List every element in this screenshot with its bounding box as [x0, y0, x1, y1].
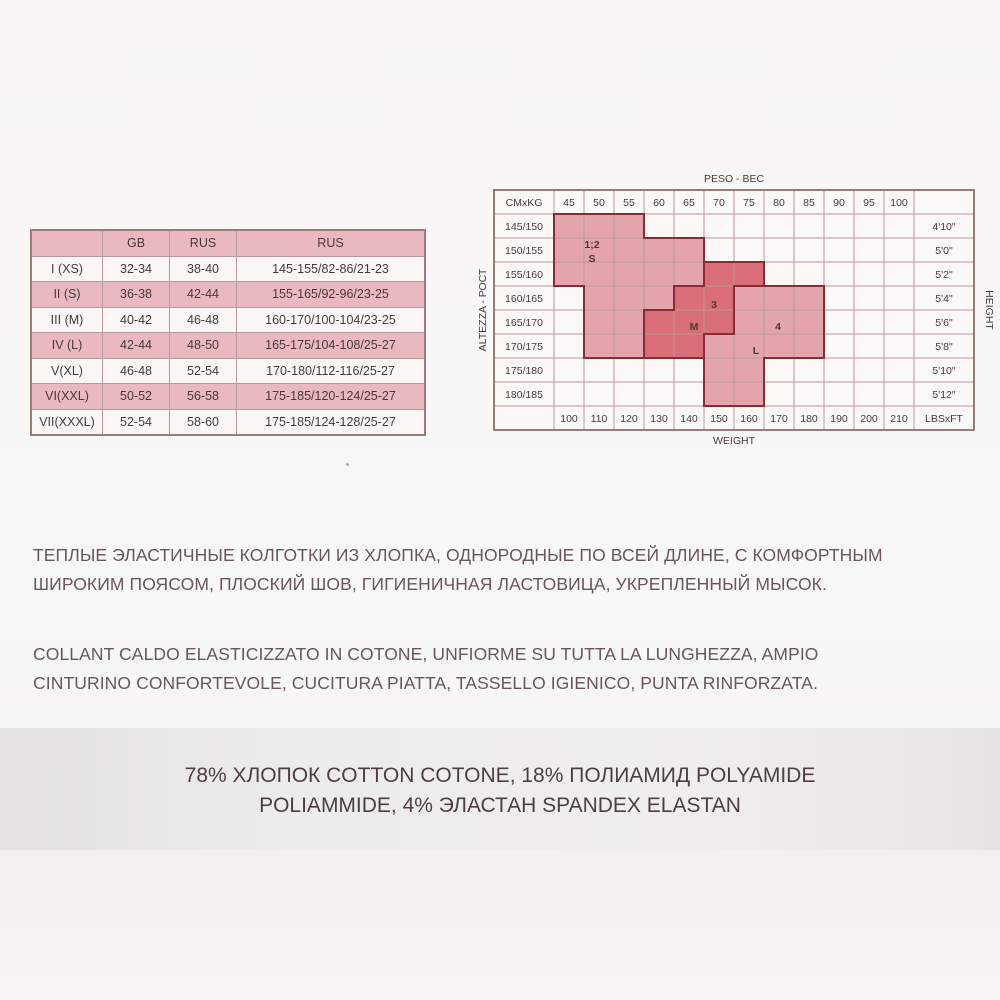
size-chart-svg [470, 165, 995, 510]
table-row [31, 358, 425, 384]
table-row [31, 307, 425, 333]
lbs-tick-label: 190 [830, 413, 848, 425]
zone-s-letter: S [588, 253, 596, 265]
kg-tick-label: 65 [683, 197, 695, 209]
kg-tick-label: 80 [773, 197, 785, 209]
bottom-axis-label: WEIGHT [713, 435, 755, 447]
rus-cell: 38-40 [170, 256, 237, 282]
size-table-header-cell: RUS [170, 230, 237, 256]
size-table-header-cell [31, 230, 103, 256]
lbs-tick-label: 130 [650, 413, 668, 425]
rus-full-cell: 175-185/120-124/25-27 [237, 384, 426, 410]
corner-label-bottom: LBSxFT [925, 413, 963, 425]
lbs-tick-label: 110 [590, 413, 608, 425]
size-table [30, 229, 426, 436]
zone-s-number: 1;2 [584, 239, 600, 251]
lbs-tick-label: 200 [860, 413, 878, 425]
kg-tick-label: 95 [863, 197, 875, 209]
table-row [31, 282, 425, 308]
size-cell: III (M) [31, 307, 103, 333]
size-cell: I (XS) [31, 256, 103, 282]
cm-tick-label: 165/170 [505, 317, 543, 329]
corner-label-top: CMxKG [505, 197, 543, 209]
composition-line: 78% ХЛОПОК COTTON COTONE, 18% ПОЛИАМИД POLYAMIDE [184, 764, 816, 787]
description-ru-line: ТЕПЛЫЕ ЭЛАСТИЧНЫЕ КОЛГОТКИ ИЗ ХЛОПКА, ОДНОРОДНЫЕ ПО ВСЕЙ ДЛИНЕ, С КОМФОРТНЫМ [33, 545, 883, 565]
description-it-line: CINTURINO CONFORTEVOLE, CUCITURA PIATTA, TASSELLO IGIENICO, PUNTA RINFORZATA. [33, 673, 818, 693]
cm-tick-label: 175/180 [505, 365, 543, 377]
size-table-header-cell: GB [103, 230, 170, 256]
kg-tick-label: 90 [833, 197, 845, 209]
table-row [31, 256, 425, 282]
kg-tick-label: 45 [563, 197, 575, 209]
cm-tick-label: 160/165 [505, 293, 543, 305]
decorative-dot [346, 463, 349, 466]
kg-tick-label: 55 [623, 197, 635, 209]
description-ru [33, 541, 973, 599]
rus-full-cell: 175-185/124-128/25-27 [237, 409, 426, 435]
ft-tick-label: 5'12" [932, 389, 956, 401]
zone-m-letter: M [689, 321, 699, 333]
composition [0, 761, 1000, 821]
rus-full-cell: 165-175/104-108/25-27 [237, 333, 426, 359]
size-chart [470, 165, 995, 510]
ft-tick-label: 4'10" [932, 221, 956, 233]
ft-tick-label: 5'0" [935, 245, 953, 257]
table-row [31, 409, 425, 435]
kg-tick-label: 70 [713, 197, 725, 209]
lbs-tick-label: 210 [890, 413, 908, 425]
size-table-header-cell: RUS [237, 230, 426, 256]
size-table-header [31, 230, 425, 256]
rus-cell: 42-44 [170, 282, 237, 308]
cm-tick-label: 155/160 [505, 269, 543, 281]
lbs-tick-label: 140 [680, 413, 698, 425]
description-ru-line: ШИРОКИМ ПОЯСОМ, ПЛОСКИЙ ШОВ, ГИГИЕНИЧНАЯ ЛАСТОВИЦА, УКРЕПЛЕННЫЙ МЫСОК. [33, 574, 827, 594]
ft-tick-label: 5'4" [935, 293, 953, 305]
rus-cell: 58-60 [170, 409, 237, 435]
kg-tick-label: 50 [593, 197, 605, 209]
lbs-tick-label: 100 [560, 413, 578, 425]
rus-cell: 56-58 [170, 384, 237, 410]
cm-tick-label: 150/155 [505, 245, 543, 257]
cm-tick-label: 170/175 [505, 341, 543, 353]
table-row [31, 333, 425, 359]
size-cell: IV (L) [31, 333, 103, 359]
table-row [31, 384, 425, 410]
gb-cell: 36-38 [103, 282, 170, 308]
size-cell: VII(XXXL) [31, 409, 103, 435]
ft-tick-label: 5'6" [935, 317, 953, 329]
lbs-tick-label: 160 [740, 413, 758, 425]
size-cell: VI(XXL) [31, 384, 103, 410]
kg-tick-label: 100 [890, 197, 908, 209]
kg-tick-label: 60 [653, 197, 665, 209]
description-it-line: COLLANT CALDO ELASTICIZZATO IN COTONE, UNFIORME SU TUTTA LA LUNGHEZZA, AMPIO [33, 644, 819, 664]
bottom-shade [0, 850, 1000, 1000]
rus-full-cell: 170-180/112-116/25-27 [237, 358, 426, 384]
zone-l-letter: L [752, 345, 760, 357]
lbs-tick-label: 120 [620, 413, 638, 425]
top-axis-label: PESO - ВЕС [703, 173, 765, 185]
size-cell: II (S) [31, 282, 103, 308]
size-cell: V(XL) [31, 358, 103, 384]
composition-line: POLIAMMIDE, 4% ЭЛАСТАН SPANDEX ELASTAN [259, 794, 741, 817]
lbs-tick-label: 170 [770, 413, 788, 425]
lbs-tick-label: 180 [800, 413, 818, 425]
description-it [33, 640, 973, 698]
ft-tick-label: 5'2" [935, 269, 953, 281]
gb-cell: 46-48 [103, 358, 170, 384]
rus-cell: 46-48 [170, 307, 237, 333]
rus-full-cell: 160-170/100-104/23-25 [237, 307, 426, 333]
rus-full-cell: 155-165/92-96/23-25 [237, 282, 426, 308]
gb-cell: 40-42 [103, 307, 170, 333]
zone-l-number: 4 [775, 321, 781, 333]
lbs-tick-label: 150 [710, 413, 728, 425]
left-axis-label: ALTEZZA - РОСТ [477, 268, 489, 352]
rus-full-cell: 145-155/82-86/21-23 [237, 256, 426, 282]
zone-m-number: 3 [711, 299, 717, 311]
ft-tick-label: 5'10" [932, 365, 956, 377]
cm-tick-label: 180/185 [505, 389, 543, 401]
gb-cell: 50-52 [103, 384, 170, 410]
gb-cell: 42-44 [103, 333, 170, 359]
gb-cell: 52-54 [103, 409, 170, 435]
cm-tick-label: 145/150 [505, 221, 543, 233]
kg-tick-label: 85 [803, 197, 815, 209]
gb-cell: 32-34 [103, 256, 170, 282]
rus-cell: 48-50 [170, 333, 237, 359]
kg-tick-label: 75 [743, 197, 755, 209]
rus-cell: 52-54 [170, 358, 237, 384]
right-axis-label: HEIGHT [983, 290, 995, 330]
ft-tick-label: 5'8" [935, 341, 953, 353]
